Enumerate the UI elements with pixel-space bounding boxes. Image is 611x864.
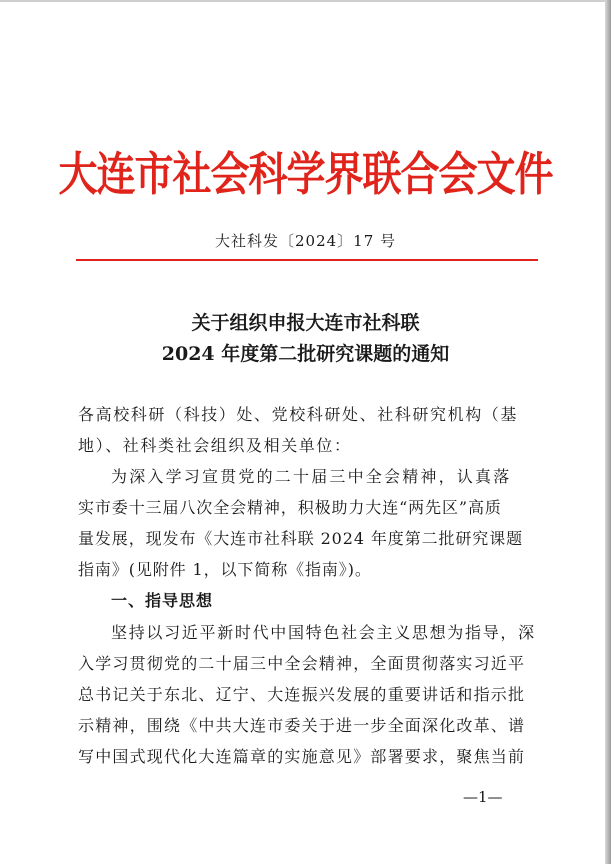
para1-line-4: 指南》(见附件 1，以下简称《指南》)。 <box>78 560 372 579</box>
org-header-title: 大连市社会科学界联合会文件 <box>58 147 553 202</box>
para2-line-2: 入学习贯彻党的二十届三中全会精神，全面贯彻落实习近平 <box>78 654 526 673</box>
para1-line-2: 实市委十三届八次全会精神，积极助力大连“两先区”高质 <box>78 498 502 517</box>
notice-title-line-1: 关于组织申报大连市社科联 <box>191 312 420 334</box>
para2-line-4: 示精神，围绕《中共大连市委关于进一步全面深化改革、谱 <box>78 716 526 735</box>
page-number: —1— <box>463 788 503 806</box>
para1-line-1: 为深入学习宣贯党的二十届三中全会精神，认真落 <box>111 467 512 486</box>
notice-title-line-2: 2024 年度第二批研究课题的通知 <box>161 343 450 365</box>
scan-edge-right <box>605 0 611 864</box>
addressee-line-1: 各高校科研（科技）处、党校科研处、社科研究机构（基 <box>78 405 519 424</box>
para2-line-3: 总书记关于东北、辽宁、大连振兴发展的重要讲话和指示批 <box>78 685 526 704</box>
para2-line-1: 坚持以习近平新时代中国特色社会主义思想为指导，深 <box>111 623 536 642</box>
document-number: 大社科发〔2024〕17 号 <box>214 232 397 250</box>
addressee-line-2: 地）、社科类社会组织及相关单位： <box>78 436 352 455</box>
section-heading-guiding-ideology: 一、指导思想 <box>111 591 214 610</box>
scan-edge-top <box>0 0 611 2</box>
para1-line-3: 量发展，现发布《大连市社科联 2024 年度第二批研究课题 <box>78 529 523 548</box>
red-separator-line <box>76 259 538 261</box>
para2-line-5: 写中国式现代化大连篇章的实施意见》部署要求，聚焦当前 <box>78 747 526 766</box>
